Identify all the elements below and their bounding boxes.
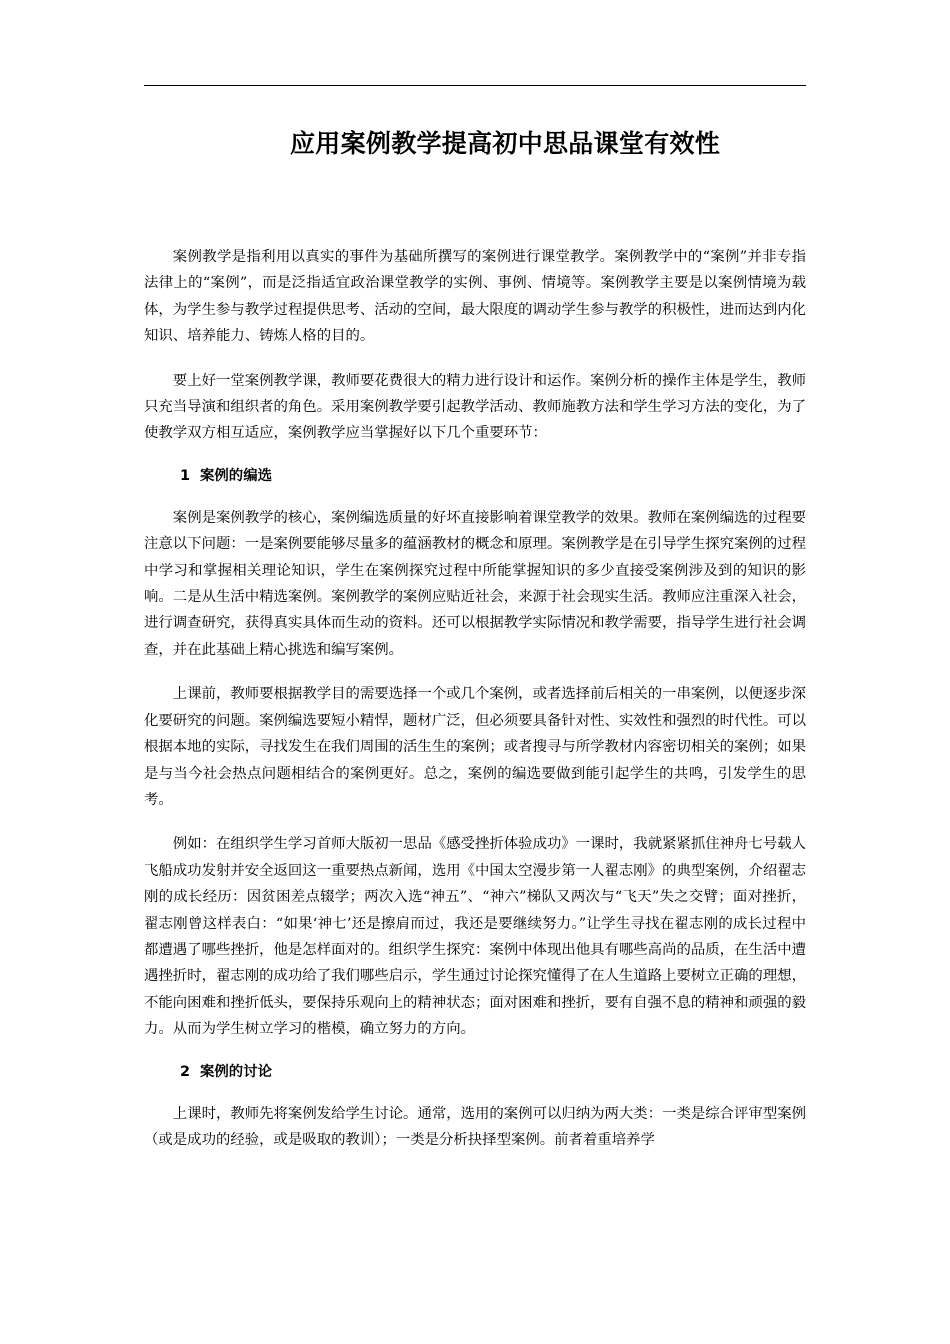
- paragraph-selection-before-class: 上课前，教师要根据教学目的需要选择一个或几个案例，或者选择前后相关的一串案例，以便逐步深化要研究的问题。案例编选要短小精悍，题材广泛，但必须要具备针对性、实效性和强烈的时代性。可以根据本地的实际，寻找发生在我们周围的活生生的案例；或者搜寻与所学教材内容密切相关的案例；如果是与当今社会热点问题相结合的案例更好。总之，案例的编选要做到能引起学生的共鸣，引发学生的思考。: [144, 686, 806, 808]
- section-number: 1: [180, 467, 191, 484]
- document-body: [144, 244, 806, 1153]
- paragraph-example: 例如：在组织学生学习首师大版初一思品《感受挫折体验成功》一课时，我就紧紧抓住神舟七号载人飞船成功发射并安全返回这一重要热点新闻，选用《中国太空漫步第一人翟志刚》的典型案例，介绍翟志刚的成长经历：因贫困差点辍学；两次入选“神五”、“神六”梯队又两次与“飞天”失之交臂；面对挫折，翟志刚曾这样表白：“如果‘神七’还是擦肩而过，我还是要继续努力。”让学生寻找在翟志刚的成长过程中都遭遇了哪些挫折，他是怎样面对的。组织学生探究：案例中体现出他具有哪些高尚的品质，在生活中遭遇挫折时，翟志刚的成功给了我们哪些启示，学生通过讨论探究懂得了在人生道路上要树立正确的理想，不能向困难和挫折低头，要保持乐观向上的精神状态；面对困难和挫折，要有自强不息的精神和顽强的毅力。从而为学生树立学习的楷模，确立努力的方向。: [144, 836, 806, 1038]
- paragraph-intro: 案例教学是指利用以真实的事件为基础所撰写的案例进行课堂教学。案例教学中的“案例”并非专指法律上的“案例”，而是泛指适宜政治课堂教学的实例、事例、情境等。案例教学主要是以案例情境为载体，为学生参与教学过程提供思考、活动的空间，最大限度的调动学生参与教学的积极性，进而达到内化知识、培养能力、铸炼人格的目的。: [144, 249, 806, 345]
- paragraph-selection-core: 案例是案例教学的核心，案例编选质量的好坏直接影响着课堂教学的效果。教师在案例编选的过程要注意以下问题：一是案例要能够尽量多的蕴涵教材的概念和原理。案例教学是在引导学生探究案例的过程中学习和掌握相关理论知识，学生在案例探究过程中所能掌握知识的多少直接受案例涉及到的知识的影响。二是从生活中精选案例。案例教学的案例应贴近社会，来源于社会现实生活。教师应注重深入社会，进行调查研究，获得真实具体而生动的资料。还可以根据教学实际情况和教学需要，指导学生进行社会调查，并在此基础上精心挑选和编写案例。: [144, 509, 806, 658]
- paragraph-discussion: 上课时，教师先将案例发给学生讨论。通常，选用的案例可以归纳为两大类：一类是综合评审型案例（或是成功的经验，或是吸取的教训）；一类是分析抉择型案例。前者着重培养学: [144, 1105, 806, 1148]
- section-heading-2: [144, 1059, 806, 1085]
- paragraph-overview: 要上好一堂案例教学课，教师要花费很大的精力进行设计和运作。案例分析的操作主体是学生，教师只充当导演和组织者的角色。采用案例教学要引起教学活动、教师施教方法和学生学习方法的变化，为了使教学双方相互适应，案例教学应当掌握好以下几个重要环节：: [144, 372, 806, 442]
- document-title: 应用案例教学提高初中思品课堂有效性: [290, 129, 721, 158]
- section-title: 案例的编选: [200, 467, 272, 484]
- section-number: 2: [180, 1063, 191, 1080]
- header-rule: [144, 85, 806, 86]
- section-heading-1: [144, 463, 806, 489]
- section-title: 案例的讨论: [200, 1063, 272, 1080]
